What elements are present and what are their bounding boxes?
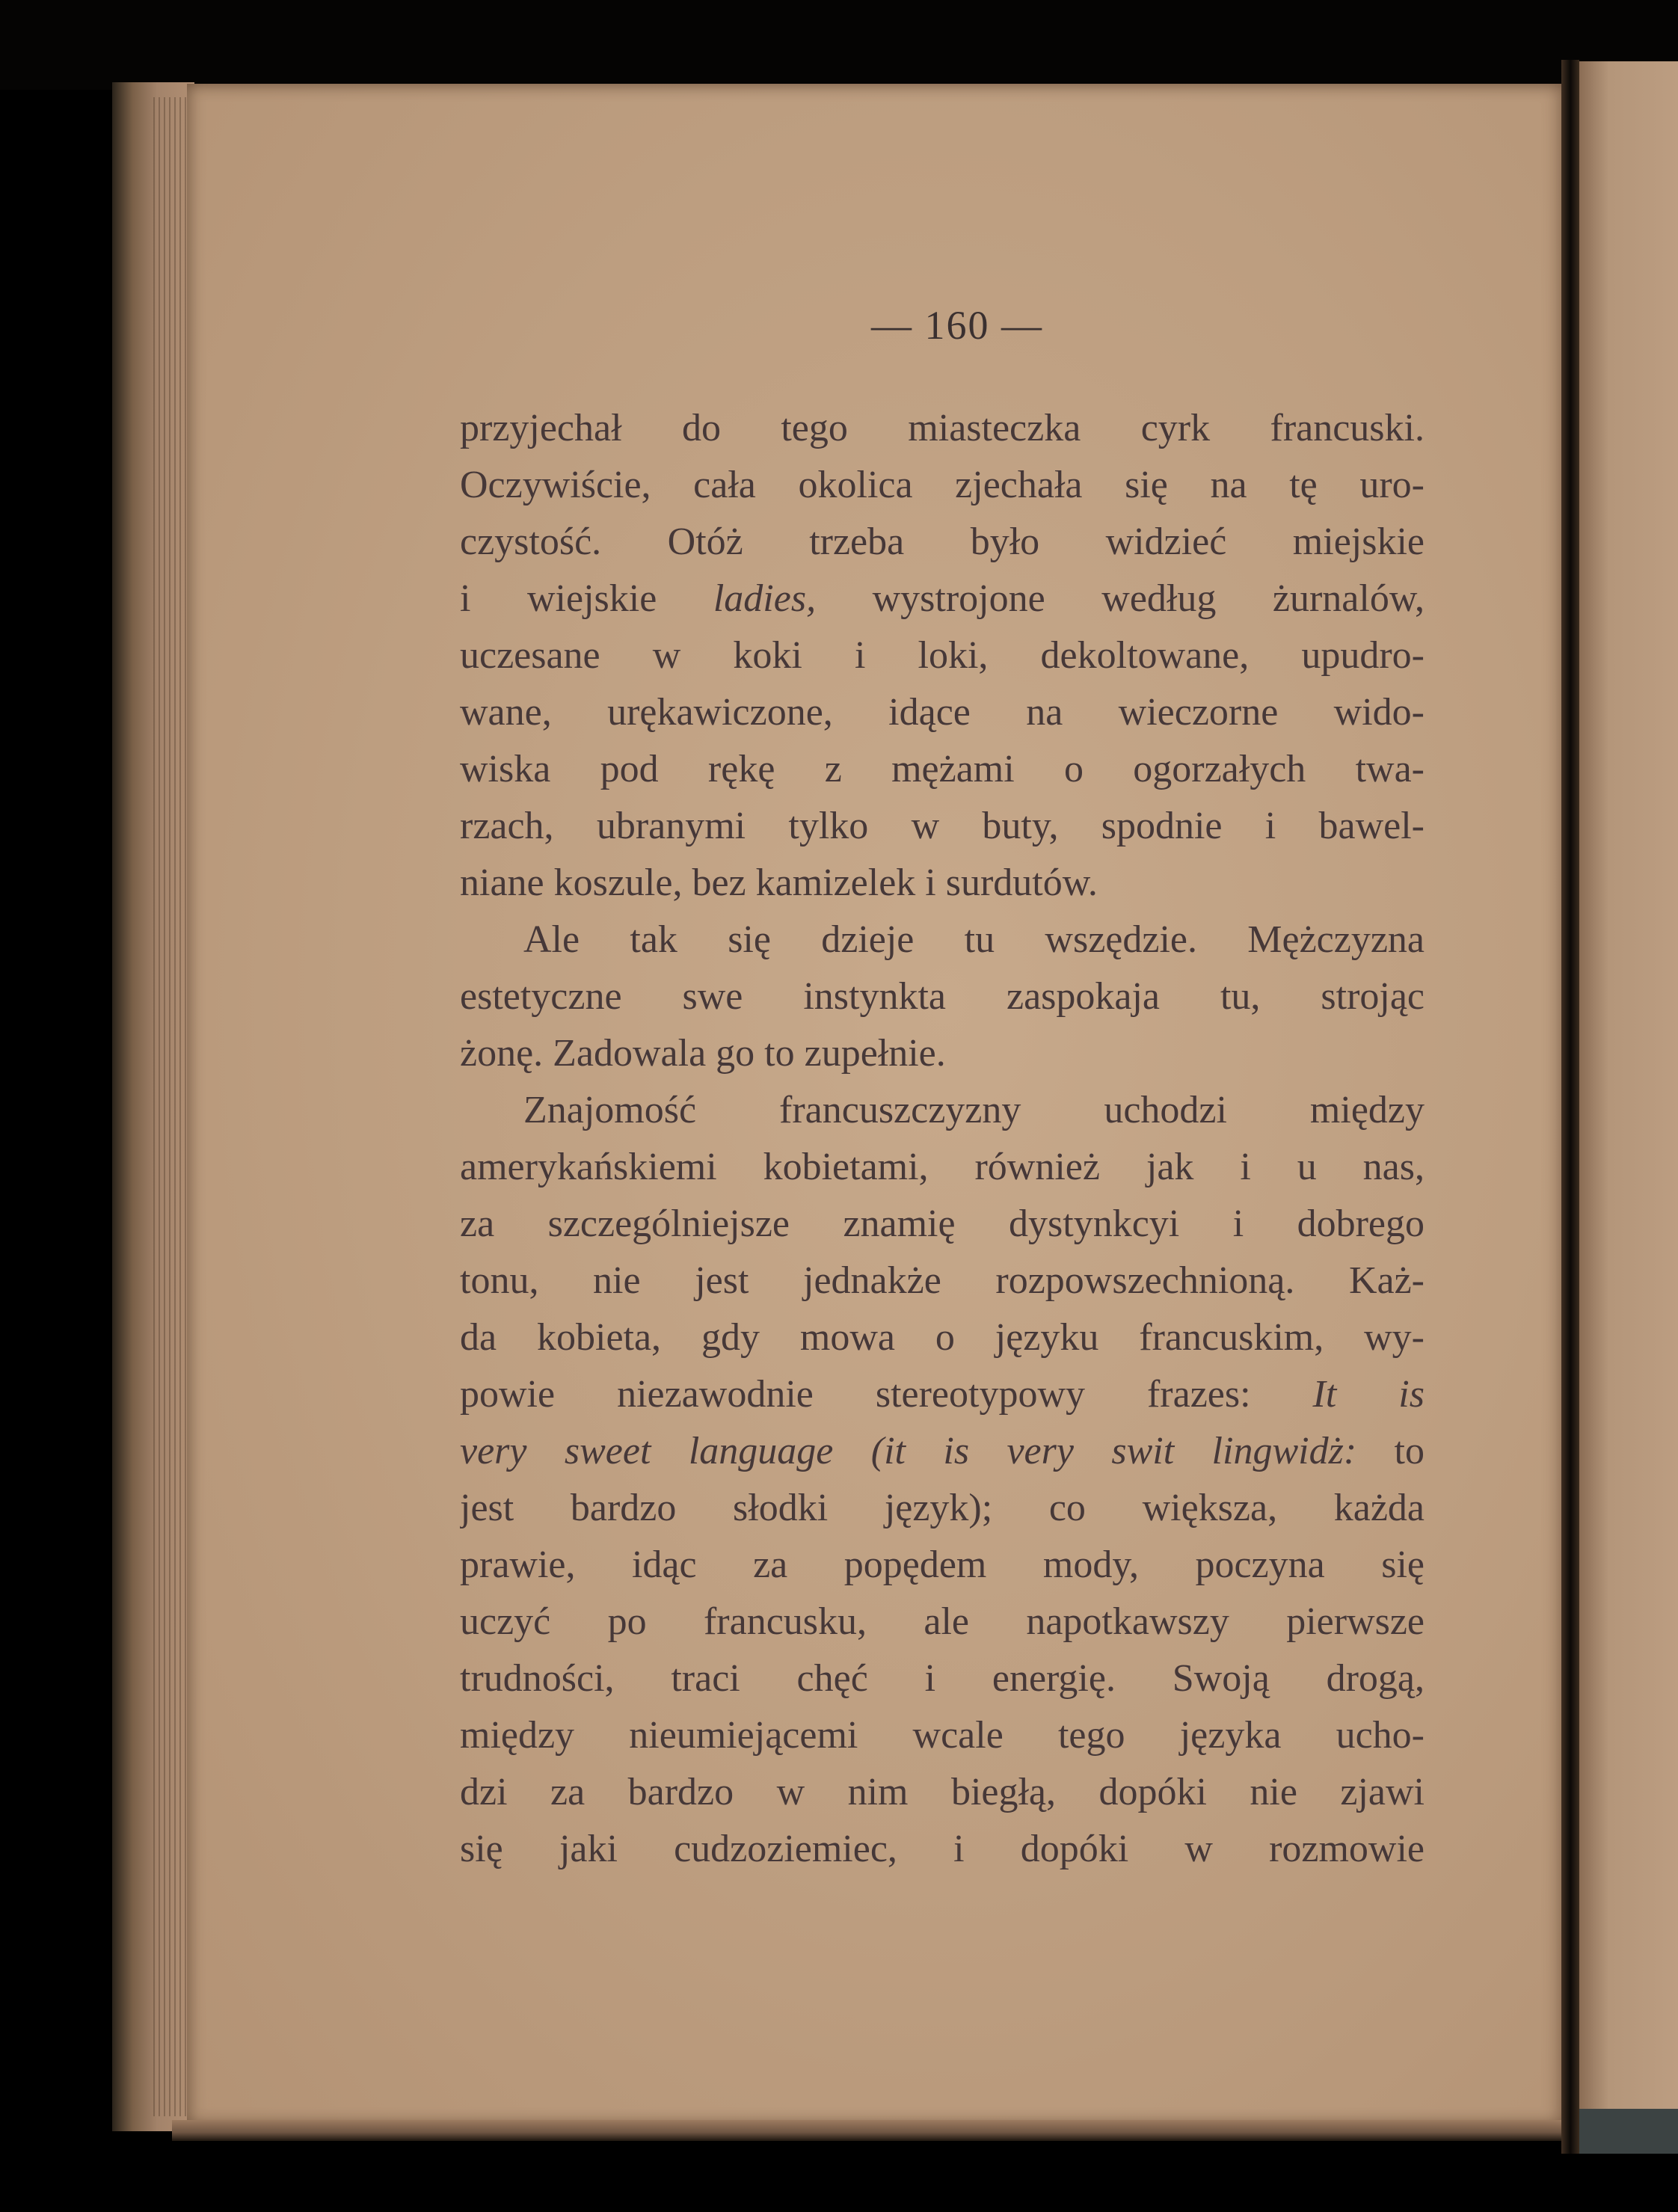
text-line: się jaki cudzoziemiec, i dopóki w rozmowie	[460, 1828, 1425, 1870]
text-line: Ale tak się dzieje tu wszędzie. Mężczyzna	[523, 918, 1425, 961]
text-line: przyjechał do tego miasteczka cyrk francuski.	[460, 407, 1425, 449]
text-line: Znajomość francuszczyzny uchodzi między	[523, 1089, 1425, 1131]
text-segment: i wiejskie	[460, 577, 713, 620]
text-segment: wystrojone według żurnalów,	[816, 577, 1425, 620]
text-line: niane koszule, bez kamizelek i surdutów.	[460, 861, 1098, 904]
text-line: uczesane w koki i loki, dekoltowane, upudro-	[460, 634, 1425, 677]
text-segment: powie niezawodnie stereotypowy frazes:	[460, 1373, 1313, 1416]
text-line: czystość. Otóż trzeba było widzieć miejskie	[460, 520, 1425, 563]
text-line: za szczególniejsze znamię dystynkcyi i dobrego	[460, 1202, 1425, 1245]
text-line	[460, 1423, 1425, 1480]
text-line: amerykańskiemi kobietami, również jak i u nas,	[460, 1146, 1425, 1188]
facing-page-edge	[1579, 61, 1678, 2148]
book-cover-corner	[1579, 2109, 1678, 2154]
page-number: — 160 —	[871, 303, 1043, 348]
text-line: uczyć po francusku, ale napotkawszy pierwsze	[460, 1600, 1425, 1643]
text-line: Oczywiście, cała okolica zjechała się na tę uro-	[460, 464, 1425, 506]
text-line	[460, 571, 1425, 627]
text-line: między nieumiejącemi wcale tego języka ucho-	[460, 1714, 1425, 1757]
text-line: rzach, ubranymi tylko w buty, spodnie i bawel-	[460, 805, 1425, 847]
text-line: wiska pod rękę z mężami o ogorzałych twa-	[460, 748, 1425, 790]
text-line: dzi za bardzo w nim biegłą, dopóki nie zjawi	[460, 1771, 1425, 1813]
italic-text: It is	[1312, 1373, 1425, 1416]
text-line: jest bardzo słodki język); co większa, każda	[460, 1487, 1425, 1529]
text-line: da kobieta, gdy mowa o języku francuskim, wy-	[460, 1316, 1425, 1359]
text-line: wane, urękawiczone, idące na wieczorne wido-	[460, 691, 1425, 734]
page-bottom-edge	[172, 2120, 1570, 2141]
italic-text: very sweet language (it is very swit lingwidż:	[460, 1430, 1357, 1472]
body-text	[460, 400, 1425, 1878]
book-gutter	[1561, 60, 1579, 2154]
text-line: tonu, nie jest jednakże rozpowszechnioną. Każ-	[460, 1259, 1425, 1302]
text-segment: to	[1356, 1430, 1425, 1472]
text-line	[460, 1366, 1425, 1423]
text-line: prawie, idąc za popędem mody, poczyna się	[460, 1543, 1425, 1586]
italic-text: ladies,	[713, 577, 817, 620]
text-line: estetyczne swe instynkta zaspokaja tu, strojąc	[460, 975, 1425, 1018]
text-line: żonę. Zadowala go to zupełnie.	[460, 1032, 946, 1075]
scan-background	[0, 0, 1678, 90]
text-line: trudności, traci chęć i energię. Swoją drogą,	[460, 1657, 1425, 1700]
